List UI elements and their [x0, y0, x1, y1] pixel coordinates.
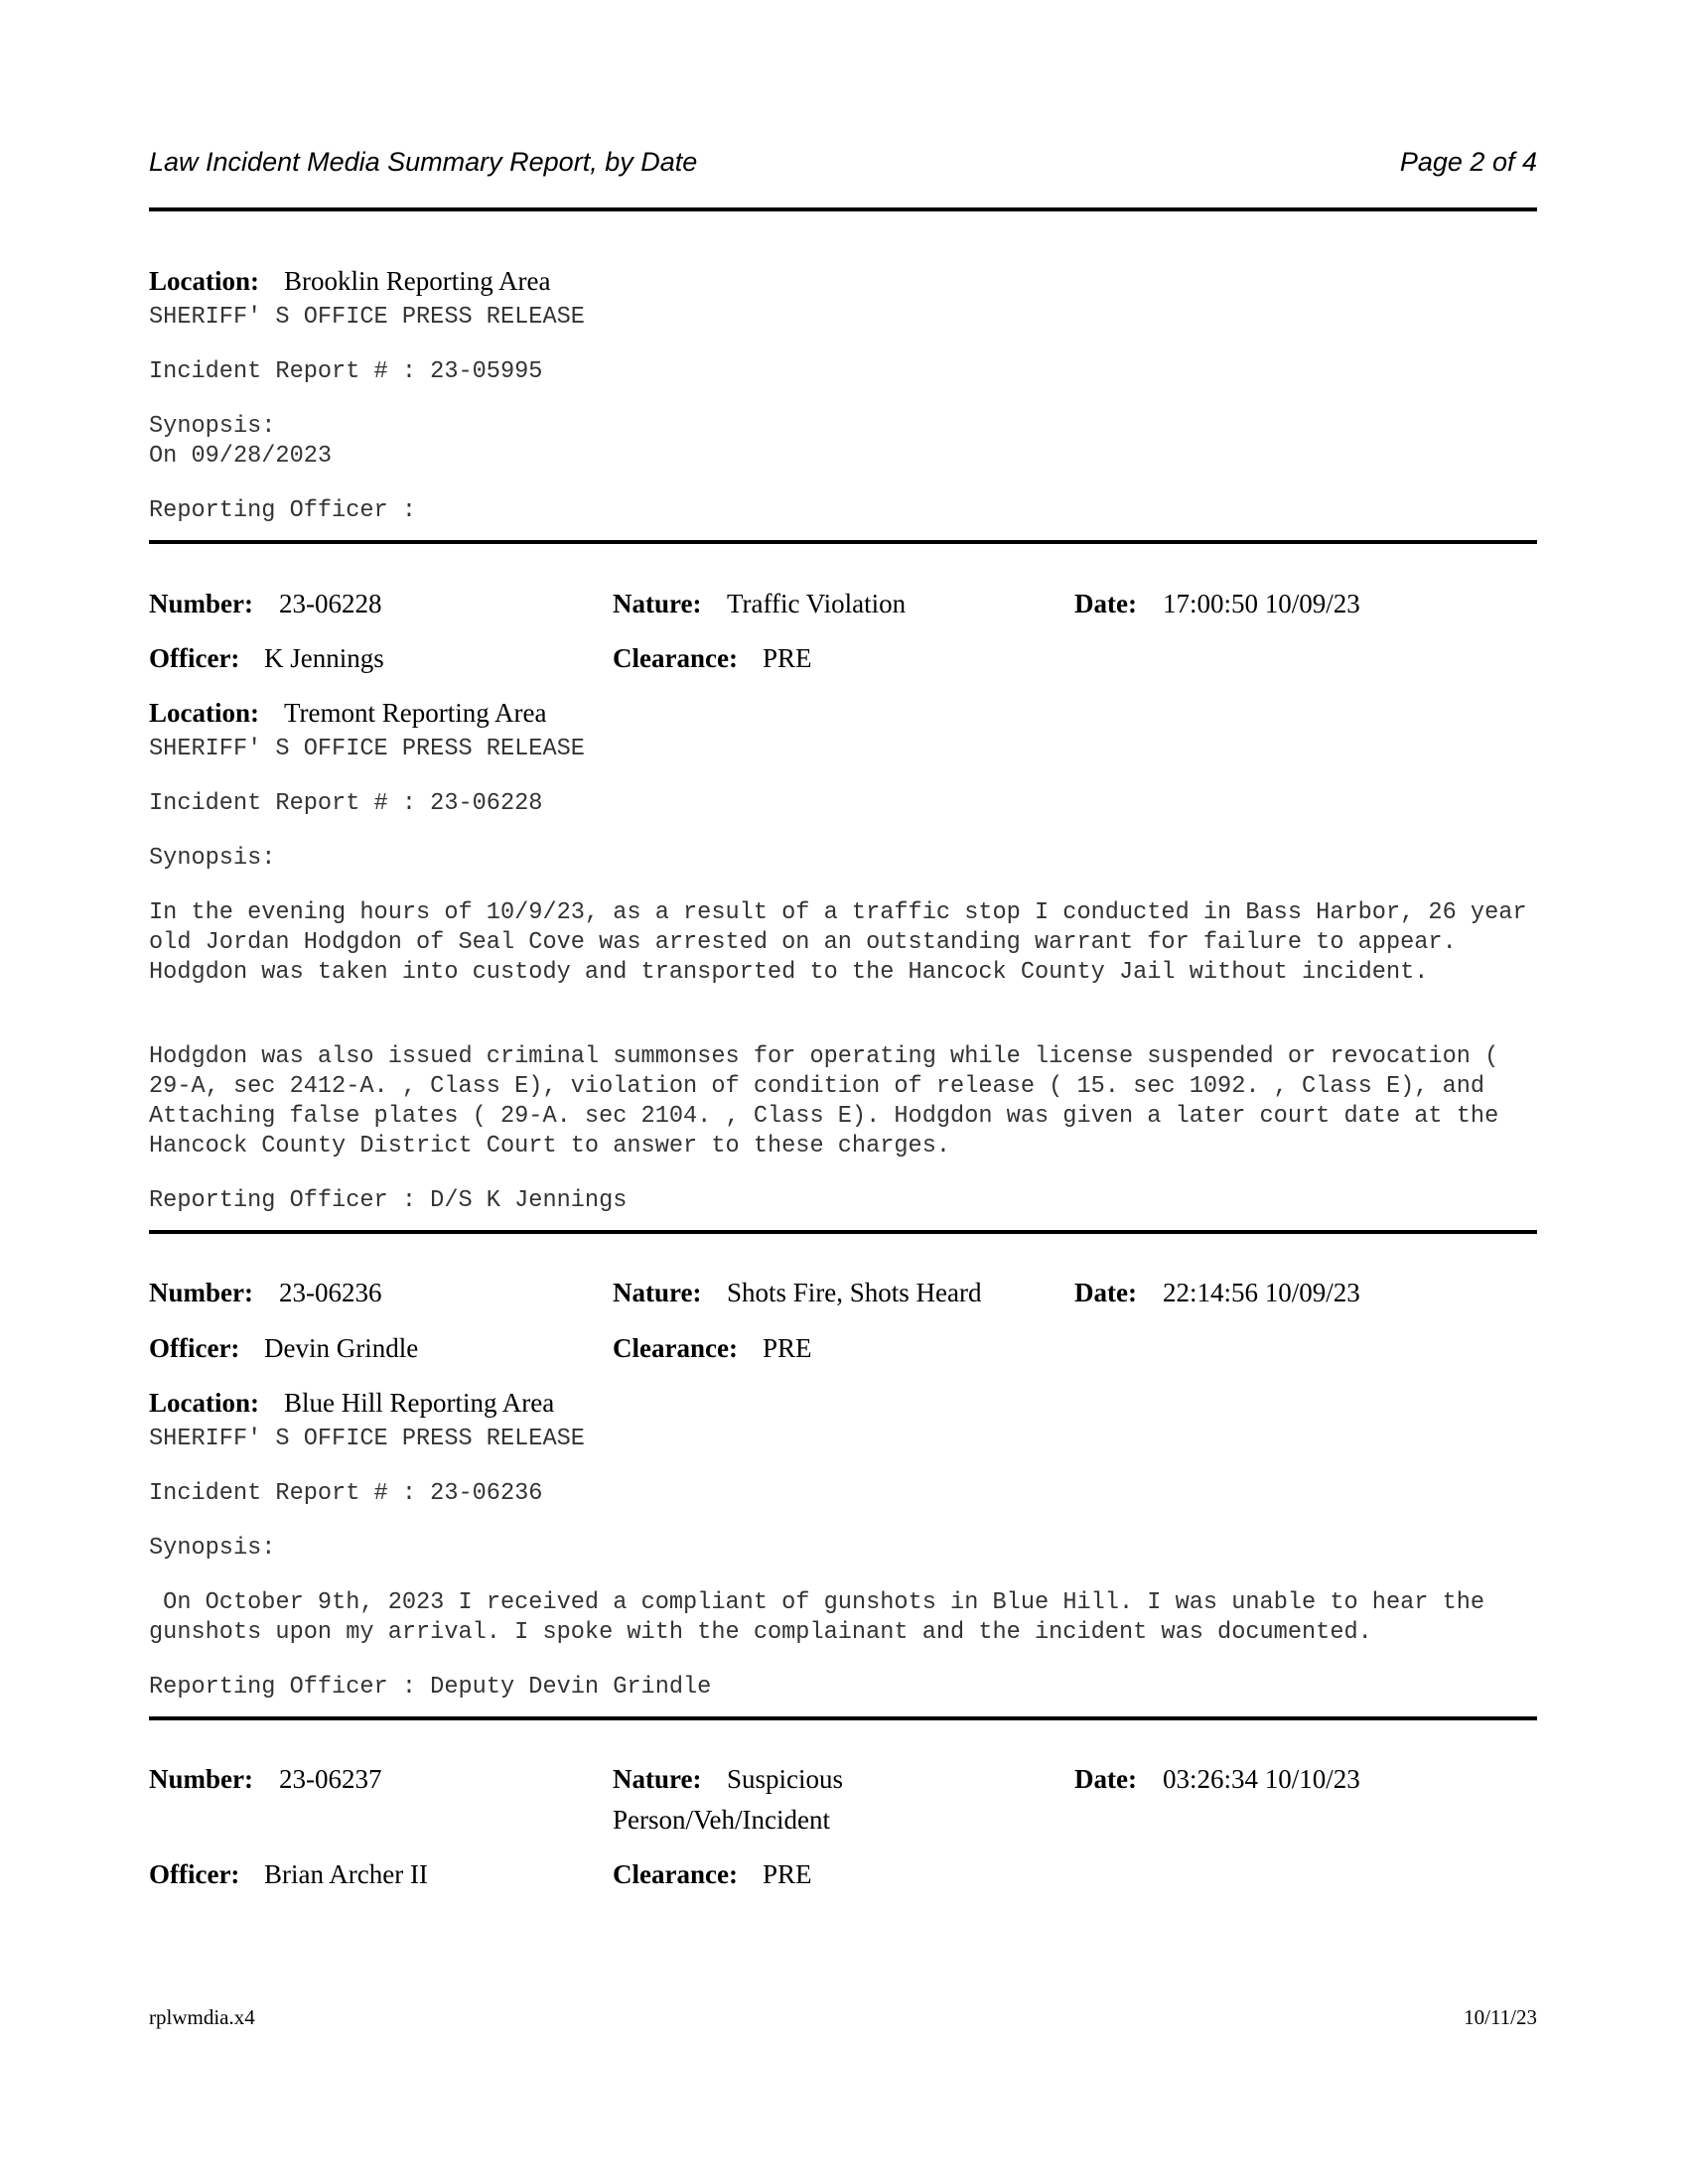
nature-value-line-1: Suspicious [727, 1764, 844, 1794]
clearance-value: PRE [763, 1859, 812, 1889]
location-value: Blue Hill Reporting Area [284, 1388, 555, 1418]
footer-print-date: 10/11/23 [1464, 2005, 1537, 2029]
location-label: Location: [149, 698, 259, 728]
date-value: 17:00:50 10/09/23 [1163, 589, 1360, 618]
press-release-label: SHERIFF' S OFFICE PRESS RELEASE [149, 1426, 585, 1452]
date-label: Date: [1074, 1278, 1137, 1307]
number-label: Number: [149, 1764, 253, 1794]
officer-label: Officer: [149, 1333, 240, 1363]
synopsis-paragraph-1: In the evening hours of 10/9/23, as a result of a traffic stop I conducted in Bass Harbor, 26 year old Jordan Hodgdon of Seal Cove was arrested on an outstanding warrant for failure to appear. Hodgdon was taken into custody and transported to the Hancock County Jail without incident. [149, 899, 1527, 986]
officer-value: Brian Archer II [264, 1859, 428, 1889]
nature-label: Nature: [613, 1764, 702, 1794]
date-label: Date: [1074, 589, 1137, 618]
press-release-label: SHERIFF' S OFFICE PRESS RELEASE [149, 736, 585, 762]
page-number: Page 2 of 4 [1399, 147, 1537, 177]
nature-value-line-2: Person/Veh/Incident [613, 1805, 830, 1835]
synopsis-paragraph-2: Hodgdon was also issued criminal summonses for operating while license suspended or revocation ( 29-A, sec 2412-A. , Class E), violation of condition of release ( 15. sec 1092. , Class E), and Attaching false plates ( 29-A. sec 2104. , Class E). Hodgdon was given a later court date at the Hancock County District Court to answer to these charges. [149, 1043, 1499, 1160]
officer-label: Officer: [149, 643, 240, 673]
reporting-officer-line: Reporting Officer : D/S K Jennings [149, 1187, 628, 1214]
synopsis-label: Synopsis: [149, 845, 276, 872]
press-release-label: SHERIFF' S OFFICE PRESS RELEASE [149, 304, 585, 331]
clearance-label: Clearance: [613, 1333, 738, 1363]
reporting-officer-line: Reporting Officer : Deputy Devin Grindle [149, 1674, 712, 1701]
incident-divider [149, 1230, 1537, 1234]
location-value: Tremont Reporting Area [284, 698, 547, 728]
officer-value: K Jennings [264, 643, 384, 673]
clearance-value: PRE [763, 643, 812, 673]
nature-label: Nature: [613, 589, 702, 618]
number-label: Number: [149, 1278, 253, 1307]
synopsis-label: Synopsis: [149, 413, 276, 440]
clearance-value: PRE [763, 1333, 812, 1363]
officer-label: Officer: [149, 1859, 240, 1889]
date-label: Date: [1074, 1764, 1137, 1794]
incident-divider [149, 540, 1537, 544]
incident-report-line: Incident Report # : 23-06236 [149, 1480, 543, 1507]
location-label: Location: [149, 1388, 259, 1418]
synopsis-label: Synopsis: [149, 1535, 276, 1562]
synopsis-paragraph-1: On October 9th, 2023 I received a compliant of gunshots in Blue Hill. I was unable to hear the gunshots upon my arrival. I spoke with the complainant and the incident was documented. [149, 1589, 1499, 1646]
officer-value: Devin Grindle [264, 1333, 419, 1363]
location-label: Location: [149, 266, 259, 296]
number-value: 23-06237 [279, 1764, 382, 1794]
nature-value: Traffic Violation [727, 589, 907, 618]
header-divider [149, 207, 1537, 211]
number-value: 23-06228 [279, 589, 382, 618]
reporting-officer-line: Reporting Officer : [149, 497, 417, 524]
nature-value: Shots Fire, Shots Heard [727, 1278, 982, 1307]
clearance-label: Clearance: [613, 1859, 738, 1889]
footer-report-code: rplwmdia.x4 [149, 2005, 255, 2029]
location-value: Brooklin Reporting Area [284, 266, 551, 296]
incident-divider [149, 1716, 1537, 1720]
number-label: Number: [149, 589, 253, 618]
nature-label: Nature: [613, 1278, 702, 1307]
number-value: 23-06236 [279, 1278, 382, 1307]
report-title: Law Incident Media Summary Report, by Date [149, 147, 698, 177]
incident-report-line: Incident Report # : 23-05995 [149, 358, 543, 385]
incident-report-line: Incident Report # : 23-06228 [149, 790, 543, 817]
synopsis-text: On 09/28/2023 [149, 443, 333, 470]
clearance-label: Clearance: [613, 643, 738, 673]
date-value: 22:14:56 10/09/23 [1163, 1278, 1360, 1307]
date-value: 03:26:34 10/10/23 [1163, 1764, 1360, 1794]
